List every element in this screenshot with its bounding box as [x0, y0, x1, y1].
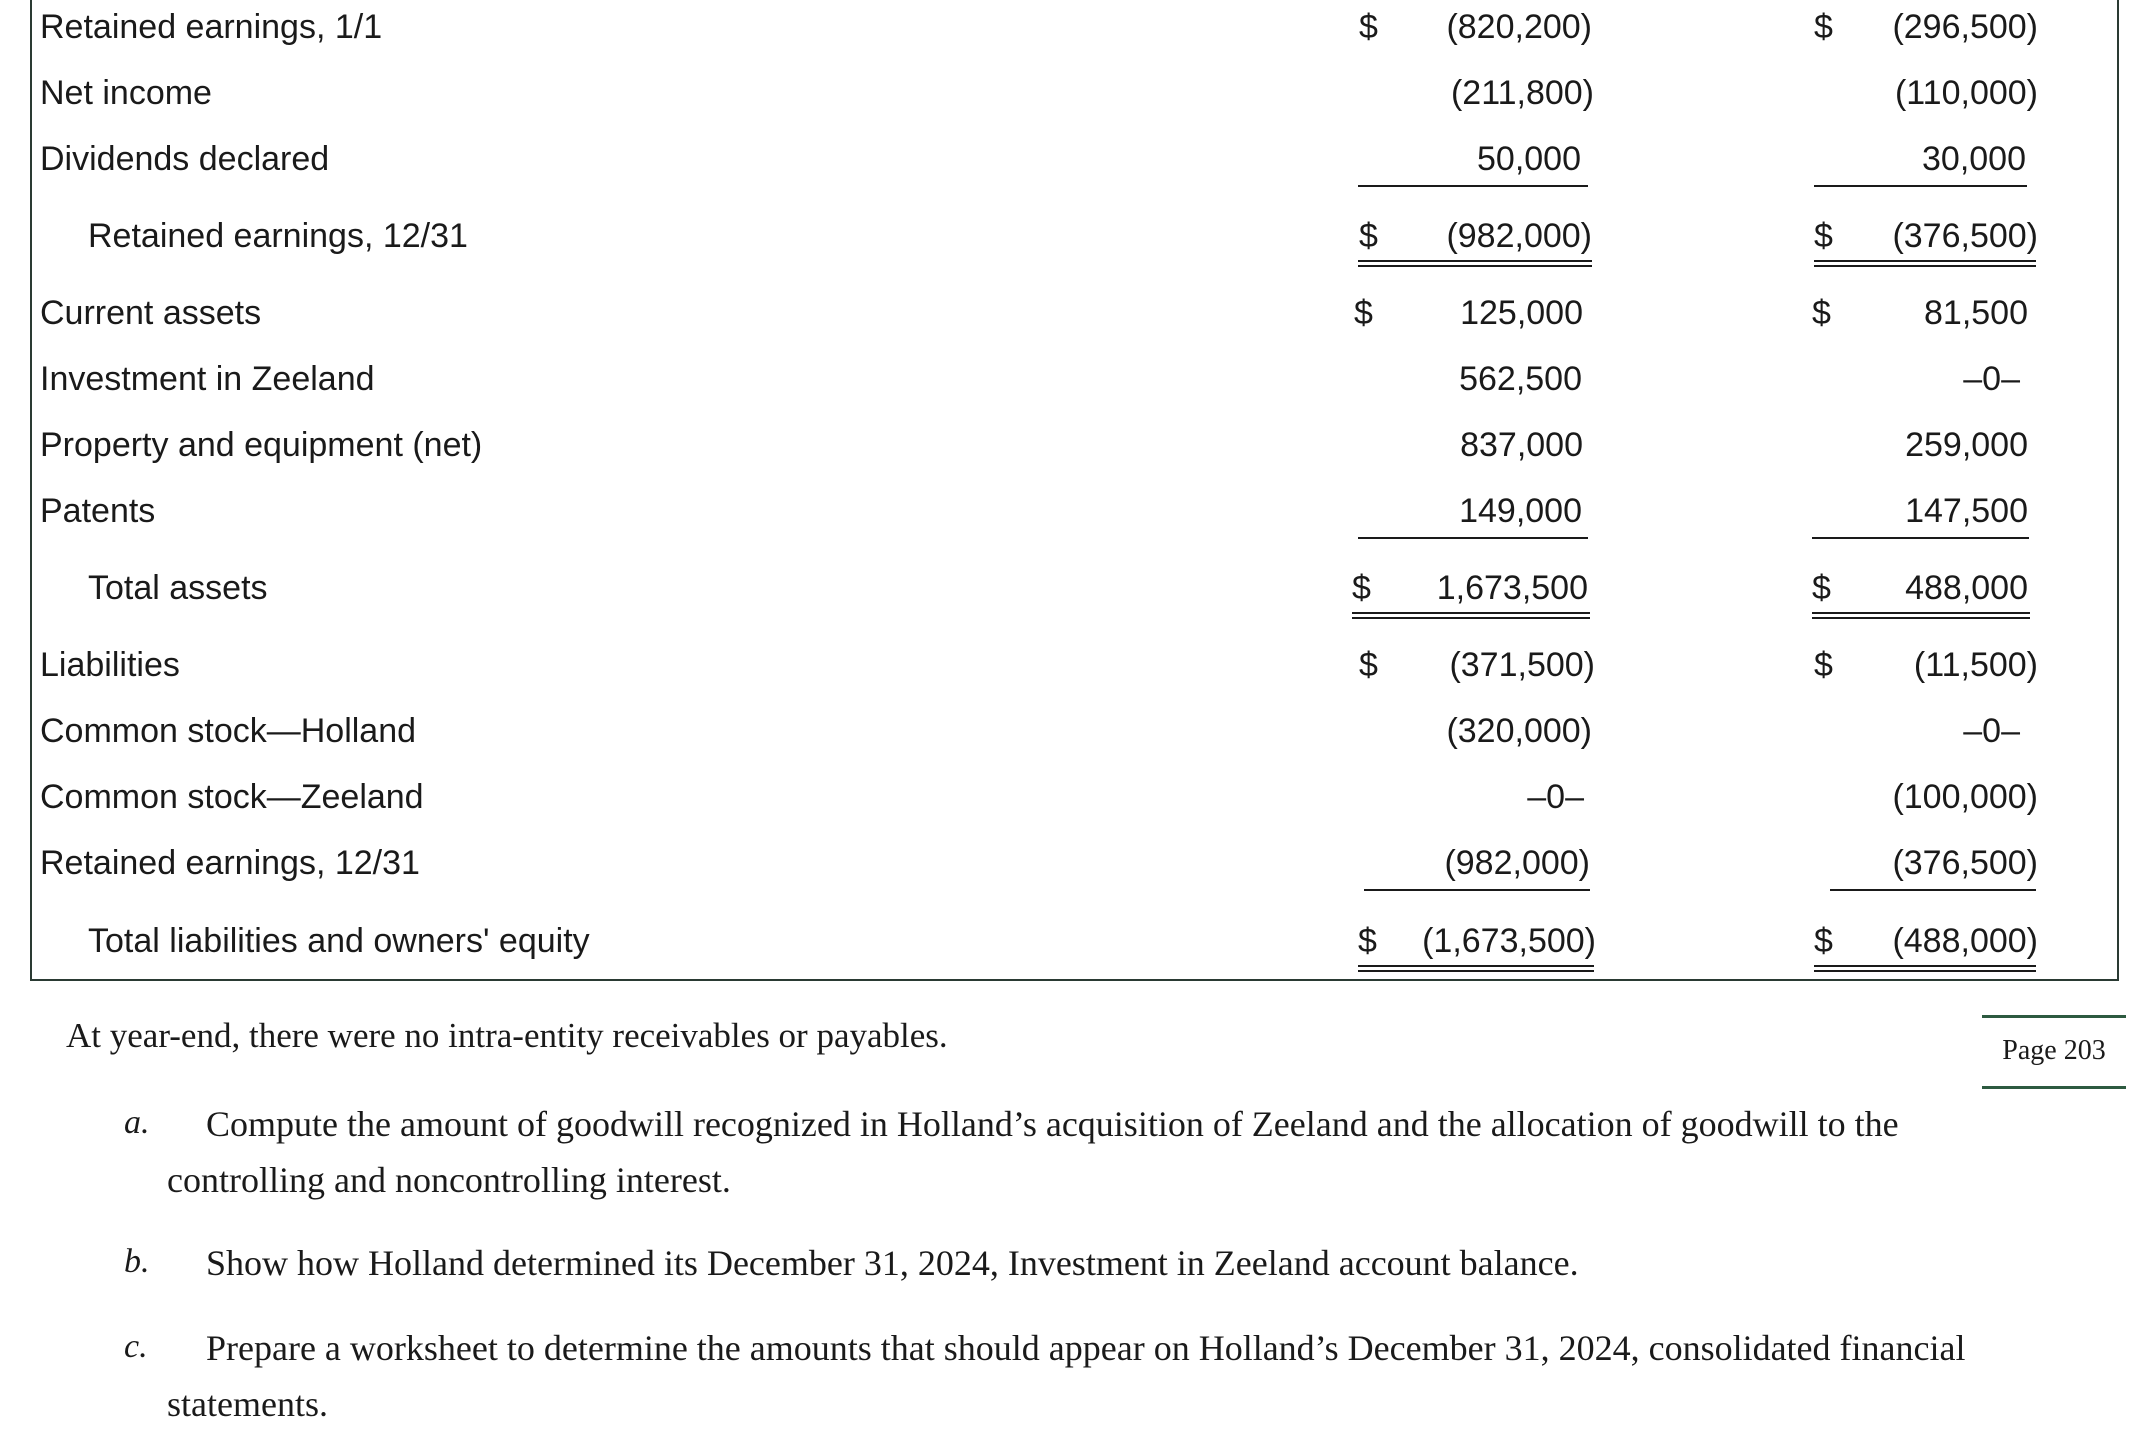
zeeland-value: 81,500	[1924, 294, 2028, 332]
holland-dollar-sign: $	[1359, 8, 1378, 46]
subtotal-underline	[1358, 185, 1588, 187]
subtotal-underline	[1830, 889, 2036, 891]
holland-value: (211,800)	[1450, 74, 1594, 112]
zeeland-value: 259,000	[1905, 426, 2028, 464]
question-text-continued: statements.	[167, 1384, 328, 1424]
question-text: Show how Holland determined its December 31, 2024, Investment in Zeeland account balance.	[206, 1243, 1579, 1283]
holland-value: (982,000)	[1446, 217, 1592, 255]
total-double-underline	[1814, 260, 2036, 267]
holland-value: (371,500)	[1449, 646, 1595, 684]
row-label: Current assets	[40, 294, 262, 332]
zeeland-value: 488,000	[1905, 569, 2028, 607]
row-label: Common stock—Zeeland	[40, 778, 424, 816]
zeeland-dollar-sign: $	[1812, 294, 1831, 332]
question-letter: c.	[124, 1328, 148, 1365]
subtotal-underline	[1364, 889, 1590, 891]
zeeland-value: (100,000)	[1892, 778, 2038, 816]
question-text-continued: controlling and noncontrolling interest.	[167, 1160, 731, 1200]
zeeland-value: –0–	[1963, 360, 2020, 398]
row-label: Investment in Zeeland	[40, 360, 375, 398]
holland-value: 562,500	[1459, 360, 1582, 398]
holland-value: 1,673,500	[1436, 569, 1588, 607]
total-double-underline	[1812, 612, 2030, 619]
zeeland-value: (488,000)	[1892, 922, 2038, 960]
subtotal-underline	[1358, 537, 1588, 539]
zeeland-value: (11,500)	[1913, 646, 2038, 684]
zeeland-dollar-sign: $	[1812, 569, 1831, 607]
zeeland-dollar-sign: $	[1814, 217, 1833, 255]
row-label: Retained earnings, 12/31	[40, 844, 420, 882]
row-label: Common stock—Holland	[40, 712, 417, 750]
row-label: Retained earnings, 12/31	[88, 217, 468, 255]
holland-dollar-sign: $	[1352, 569, 1371, 607]
holland-value: –0–	[1527, 778, 1584, 816]
row-label: Total assets	[88, 569, 268, 607]
row-label: Patents	[40, 492, 156, 530]
holland-value: (820,200)	[1446, 8, 1592, 46]
subtotal-underline	[1814, 185, 2027, 187]
holland-value: (320,000)	[1446, 712, 1592, 750]
question-letter: a.	[124, 1104, 150, 1141]
holland-value: 837,000	[1460, 426, 1583, 464]
total-double-underline	[1814, 965, 2036, 972]
zeeland-dollar-sign: $	[1814, 922, 1833, 960]
holland-value: 125,000	[1460, 294, 1583, 332]
zeeland-dollar-sign: $	[1814, 8, 1833, 46]
page-marker	[1982, 1015, 2126, 1089]
holland-value: 50,000	[1477, 140, 1581, 178]
year-end-note: At year-end, there were no intra-entity receivables or payables.	[66, 1016, 948, 1055]
question-text: Compute the amount of goodwill recognized in Holland’s acquisition of Zeeland and the allocation of goodwill to the	[206, 1104, 1899, 1144]
row-label: Liabilities	[40, 646, 180, 684]
holland-dollar-sign: $	[1354, 294, 1373, 332]
holland-value: (1,673,500)	[1422, 922, 1596, 960]
subtotal-underline	[1812, 537, 2029, 539]
question-letter: b.	[124, 1243, 150, 1280]
zeeland-value: (376,500)	[1892, 844, 2038, 882]
zeeland-value: (296,500)	[1892, 8, 2038, 46]
row-label: Property and equipment (net)	[40, 426, 483, 464]
page-number: Page 203	[2002, 1035, 2106, 1066]
zeeland-value: –0–	[1963, 712, 2020, 750]
row-label: Total liabilities and owners' equity	[88, 922, 590, 960]
total-double-underline	[1358, 260, 1592, 267]
holland-dollar-sign: $	[1358, 922, 1377, 960]
row-label: Retained earnings, 1/1	[40, 8, 383, 46]
zeeland-value: 147,500	[1905, 492, 2028, 530]
row-label: Net income	[40, 74, 212, 112]
total-double-underline	[1352, 612, 1590, 619]
holland-dollar-sign: $	[1359, 217, 1378, 255]
zeeland-value: (376,500)	[1892, 217, 2038, 255]
zeeland-dollar-sign: $	[1814, 646, 1833, 684]
row-label: Dividends declared	[40, 140, 330, 178]
financial-statement-table	[30, 0, 2119, 981]
zeeland-value: 30,000	[1922, 140, 2026, 178]
holland-value: 149,000	[1459, 492, 1582, 530]
total-double-underline	[1358, 965, 1594, 972]
holland-value: (982,000)	[1444, 844, 1590, 882]
question-text: Prepare a worksheet to determine the amounts that should appear on Holland’s December 31, 2024, consolidated financial	[206, 1328, 1966, 1368]
holland-dollar-sign: $	[1359, 646, 1378, 684]
zeeland-value: (110,000)	[1894, 74, 2038, 112]
